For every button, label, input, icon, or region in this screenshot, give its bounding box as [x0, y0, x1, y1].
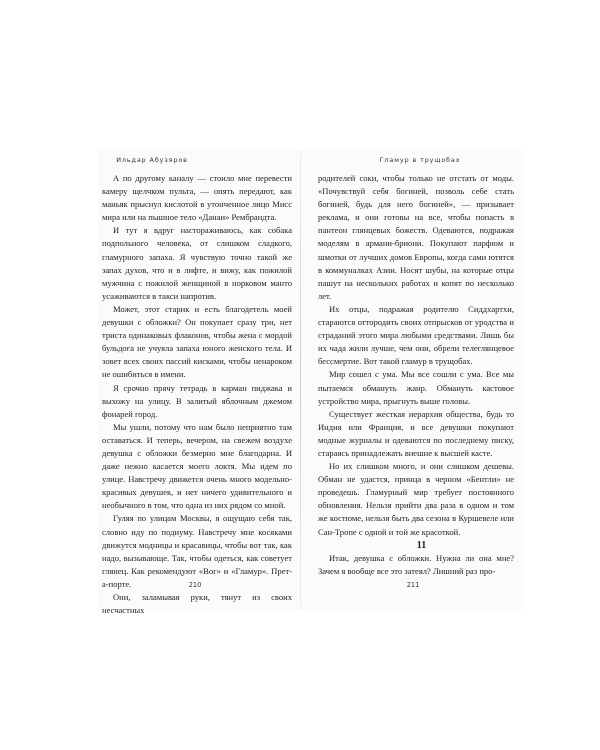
right-page-number: 211: [406, 581, 420, 589]
right-running-head: Гламур в трущобах: [379, 156, 461, 164]
left-page-body: [102, 172, 292, 617]
chapter-number: 11: [416, 539, 427, 551]
paragraph: Существует жесткая иерархия общества, будь то Индия или Франция, и все девушки покупают модные журналы и одеваются по последнему писку, стараясь принадлежать внешне к высшей касте.: [318, 408, 514, 458]
paragraph: Гуляя по улицам Москвы, я ощущаю себя так, словно иду по подиуму. Навстречу мне косяками движутся модницы и красавицы, чтобы вот так, как надо, вызывающе. Так, чтобы одеться, как советует глянец. Как рекомендуют «Вог» и «Гламур». Прет-а-порте.: [102, 513, 292, 589]
paragraph: Я срочно прячу тетрадь в карман пиджака и выхожу на улицу. В залитый яблочным джемом фонарей город.: [102, 382, 292, 419]
paragraph: Итак, девушка с обложки. Нужна ли она мне? Зачем я вообще все это затеял? Лишний раз про-: [318, 552, 514, 576]
paragraph: Мир сошел с ума. Мы все сошли с ума. Все мы пытаемся обмануть жанр. Обмануть кастовое устройство мира, прыгнуть выше головы.: [318, 369, 514, 406]
paragraph: Но их слишком много, и они слишком дешевы. Обман не удастся, принца в черном «Бентли» не проведешь. Гламурный мир требует постоянного обновления. Нельзя прийти два раза в одном и том же костюме, нельзя быть два сезона в Куршевеле или Сан-Тропе с одной и той же красоткой.: [318, 461, 514, 537]
right-page-body: [318, 172, 514, 578]
paragraph: Может, этот старик и есть благодетель моей девушки с обложки? Он покупает сразу три, нет триста одинаковых флаконов, чтобы жена с мордой бульдога не учуяла запаха юного женского тела. И зовет всех своих пассий кисками, чтобы ненароком не ошибиться в имени.: [102, 303, 292, 380]
paragraph: А по другому каналу — стоило мне перевести камеру щелчком пульта, — опять передают, как маньяк прыснул кислотой в утонченное лицо Мисс мира или на пышное тело «Данаи» Рембрандта.: [102, 173, 292, 223]
left-running-head: Ильдар Абузяров: [116, 156, 188, 164]
left-page-number: 210: [188, 581, 202, 589]
paragraph: Их отцы, подражая родителю Сиддхартхи, стараются оттородить своих отпрысков от уродства и страданий этого мира любыми средствами. Лишь бы их чада жили лучше, чем они, обрели телеглянцевое бессмертие. Вот такой гламур в трущобах.: [318, 303, 514, 367]
paragraph: Мы ушли, потому что нам было неприятно там оставаться. И теперь, вечером, на свежем воздухе девушка с обложки безмерно мне благодарна. И даже нежно касается моего локтя. Мы идем по улице. Навстречу движется очень много модельно-красивых девушек, и нет ничего удивительного и необычного в том, что одна из них рядом со мной.: [102, 421, 292, 511]
paragraph: родителей соки, чтобы только не отстать от моды. «Почувствуй себя богиней, позволь себе стать богиней, будь для него богиней», — призывает реклама, и они готовы на все, чтобы попасть в пантеон глянцевых божеств. Одеваются, подражая моделям в армани-бриони. Покупают парфюм и шмотки от лучших домов Европы, когда сами ютятся в коммуналках Азии. Носят шубы, на которые отцы пашут на нескольких работах и копят по несколько лет.: [318, 173, 514, 301]
book-gutter: [300, 150, 301, 610]
paragraph: Они, заламывая руки, тянут из своих несчастных: [102, 592, 292, 616]
paragraph: И тут я вдруг настораживаюсь, как собака подпольного человека, от слишком сладкого, гламурного запаха. Я чувствую точно такой же запах духов, что и в лифте, и вижу, как пожилой мужчина с пожилой женщиной в норковом манто усаживаются в такси напротив.: [102, 225, 292, 301]
